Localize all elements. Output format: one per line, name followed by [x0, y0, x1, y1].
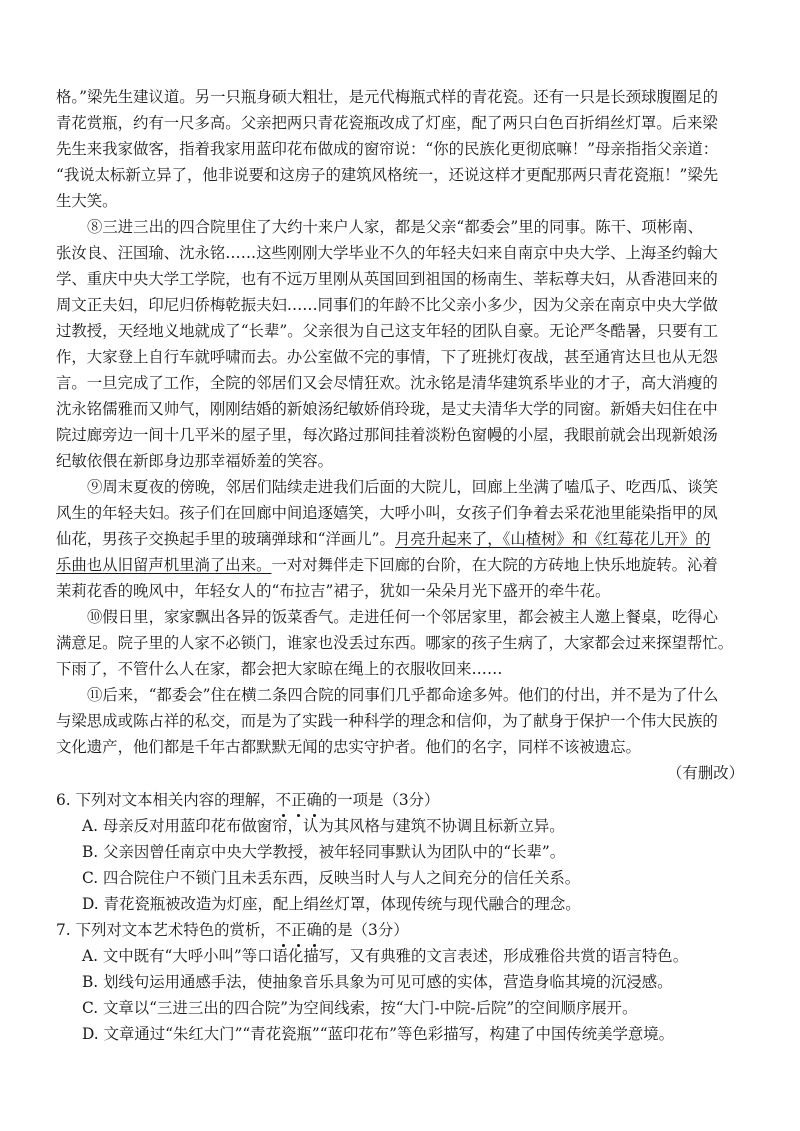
- underlined-sentence: 乐曲也从旧留声机里淌了出来。: [56, 556, 272, 574]
- question-7: [56, 917, 409, 943]
- passage-text: 仙花，男孩子交换起手里的玻璃弹球和“洋画儿”。: [56, 530, 395, 548]
- passage-line: 格。”梁先生建议道。另一只瓶身硕大粗壮，是元代梅瓶式样的青花瓷。还有一只是长颈球腹圈足的: [56, 88, 718, 106]
- question-prefix: 6. 下列对文本相关内容的理解，: [56, 791, 276, 809]
- passage-text: 一对对舞伴走下回廊的台阶，在大院的方砖地上快乐地旋转。沁着: [271, 556, 718, 574]
- passage-line: 作，大家登上自行车就呼啸而去。办公室做不完的事情，下了班挑灯夜战，甚至通宵达旦也从无怨: [56, 348, 718, 366]
- passage-line-with-underline: [56, 552, 749, 578]
- question-6: [56, 787, 439, 813]
- passage-line: 文化遗产，他们都是千年古都默默无闻的忠实守护者。他们的名字，同样不该被遗忘。: [56, 738, 641, 756]
- passage-line: 满意足。院子里的人家不必锁门，谁家也没丢过东西。哪家的孩子生病了，大家都会过来探望帮忙。: [56, 634, 734, 652]
- passage-line: 过教授，天经地义地就成了“长辈”。父亲很为自己这支年轻的团队自豪。无论严冬酷暑，只要有工: [56, 322, 719, 340]
- emphasis-char: 正: [291, 787, 306, 813]
- question-suffix: 的是（3分）: [321, 921, 409, 939]
- emphasis-char: 确: [306, 787, 321, 813]
- edited-note: （有删改）: [667, 764, 744, 782]
- passage-line: 学、重庆中央大学工学院，也有不远万里刚从英国回到祖国的杨南生、莘耘尊夫妇，从香港回来的: [56, 270, 718, 288]
- passage-line: 下雨了，不管什么人在家，都会把大家晾在绳上的衣服收回来……: [56, 660, 503, 678]
- option-a: A. 文中既有“大呼小叫”等口语化描写，又有典雅的文言表述，形成雅俗共赏的语言特色。: [82, 947, 689, 965]
- option-c: C. 文章以“三进三出的四合院”为空间线索，按“大门-中院-后院”的空间顺序展开。: [82, 999, 638, 1017]
- question-suffix: 的一项是（3分）: [321, 791, 440, 809]
- option-d: D. 文章通过“朱红大门”“青花瓷瓶”“蓝印花布”等色彩描写，构建了中国传统美学意境。: [82, 1025, 675, 1043]
- passage-line: “我说太标新立异了，他非说要和这房子的建筑风格统一，还说这样才更配那两只青花瓷瓶！”梁先: [56, 166, 719, 184]
- passage-line: 周文正夫妇，印尼归侨梅乾振夫妇……同事们的年龄不比父亲小多少，因为父亲在南京中央大学做: [56, 296, 718, 314]
- option-c: C. 四合院住户不锁门且未丢东西，反映当时人与人之间充分的信任关系。: [82, 869, 581, 887]
- underlined-sentence: 月亮升起来了，《山楂树》和《红莓花儿开》的: [394, 530, 711, 548]
- passage-line: 先生来我家做客，指着我家用蓝印花布做成的窗帘说：“你的民族化更彻底嘛！”母亲指指父亲道：: [56, 140, 719, 158]
- passage-line: 茉莉花香的晚风中，年轻女人的“布拉吉”裙子，犹如一朵朵月光下盛开的牵牛花。: [56, 582, 611, 600]
- option-b: B. 划线句运用通感手法，使抽象音乐具象为可见可感的实体，营造身临其境的沉浸感。: [82, 973, 673, 991]
- passage-line: 与梁思成或陈占祥的私交，而是为了实践一种科学的理念和信仰，为了献身于保护一个伟大民族的: [56, 712, 718, 730]
- passage-line: 纪敏依偎在新郎身边那幸福娇羞的笑容。: [56, 452, 334, 470]
- passage-line: 院过廊旁边一间十几平米的屋子里，每次路过那间挂着淡粉色窗幔的小屋，我眼前就会出现新娘汤: [56, 426, 718, 444]
- paragraph-10-start: ⑩假日里，家家飘出各异的饭菜香气。走进任何一个邻居家里，都会被主人邀上餐桌，吃得心: [87, 608, 719, 626]
- passage-line: 张汝良、汪国瑜、沈永铭……这些刚刚大学毕业不久的年轻夫妇来自南京中央大学、上海圣约翰大: [56, 244, 718, 262]
- question-prefix: 7. 下列对文本艺术特色的赏析，: [56, 921, 276, 939]
- emphasis-char: 确: [306, 917, 321, 943]
- emphasis-char: 正: [291, 917, 306, 943]
- paragraph-9-start: ⑨周末夏夜的傍晚，邻居们陆续走进我们后面的大院儿，回廊上坐满了嗑瓜子、吃西瓜、谈笑: [87, 478, 719, 496]
- passage-line: 风生的年轻夫妇。孩子们在回廊中间追逐嬉笑，大呼小叫，女孩子们争着去采花池里能染指甲的凤: [56, 504, 718, 522]
- passage-line: 生大笑。: [56, 192, 118, 210]
- passage-line: 沈永铭儒雅而又帅气，刚刚结婚的新娘汤纪敏娇俏玲珑，是丈夫清华大学的同窗。新婚夫妇住在中: [56, 400, 718, 418]
- option-b: B. 父亲因曾任南京中央大学教授，被年轻同事默认为团队中的“长辈”。: [82, 843, 566, 861]
- paragraph-8-start: ⑧三进三出的四合院里住了大约十来户人家，都是父亲“都委会”里的同事。陈干、项彬南、: [87, 218, 703, 236]
- option-a: A. 母亲反对用蓝印花布做窗帘，认为其风格与建筑不协调且标新立异。: [82, 817, 565, 835]
- paragraph-11-start: ⑪后来，“都委会”住在横二条四合院的同事们几乎都命途多舛。他们的付出，并不是为了什么: [87, 686, 719, 704]
- passage-line: 言。一旦完成了工作，全院的邻居们又会尽情狂欢。沈永铭是清华建筑系毕业的才子，高大消瘦的: [56, 374, 718, 392]
- passage-line-with-underline: [56, 526, 749, 552]
- passage-line: 青花赏瓶，约有一尺多高。父亲把两只青花瓷瓶改成了灯座，配了两只白色百折绢丝灯罩。后来梁: [56, 114, 718, 132]
- option-d: D. 青花瓷瓶被改造为灯座，配上绢丝灯罩，体现传统与现代融合的理念。: [82, 895, 581, 913]
- emphasis-char: 不: [276, 787, 291, 813]
- emphasis-char: 不: [276, 917, 291, 943]
